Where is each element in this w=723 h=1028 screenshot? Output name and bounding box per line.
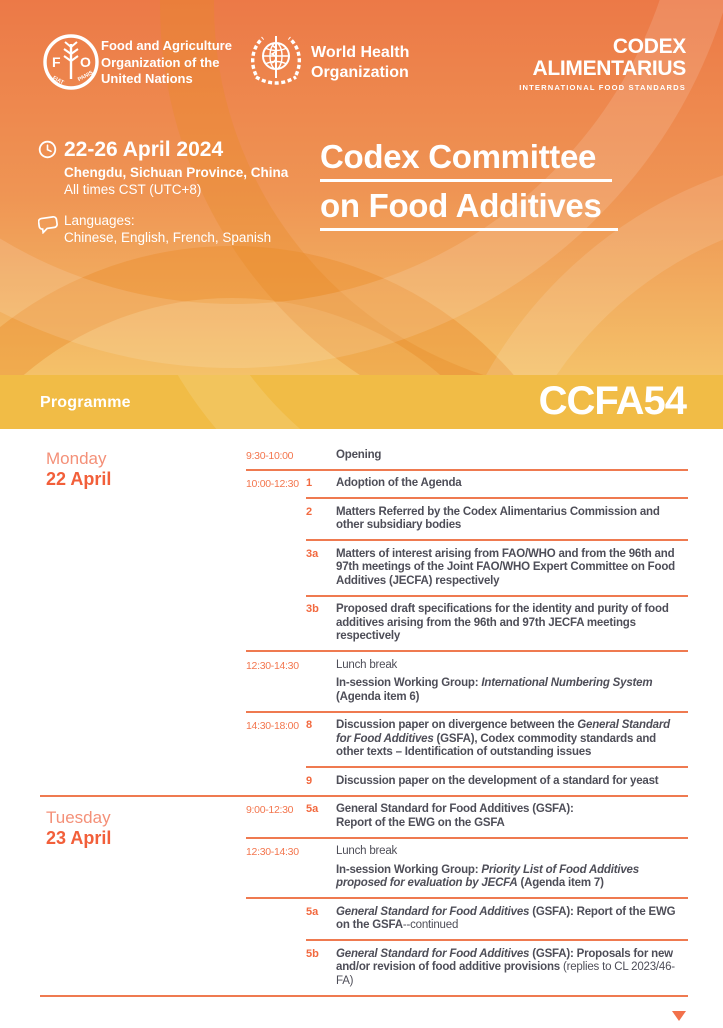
svg-text:F: F [52, 54, 61, 70]
day-name: Monday [46, 449, 107, 468]
fao-wordmark [101, 38, 232, 88]
day-label [46, 448, 216, 490]
row-description: General Standard for Food Additives (GSFA): Proposals for new and/or revision of food additive provisions (replies to CL 2023/46-FA) [336, 947, 675, 987]
row-time [246, 906, 306, 907]
clock-icon [38, 140, 57, 164]
title-line-2: on Food Additives [320, 189, 618, 231]
row-time: 14:30-18:00 [246, 720, 299, 732]
schedule-row [246, 768, 688, 795]
row-item-number: 5b [306, 947, 319, 960]
languages-label: Languages: [64, 213, 135, 228]
programme-label: Programme [40, 394, 131, 411]
title-line-1: Codex Committee [320, 140, 612, 182]
codex-line: ALIMENTARIUS [532, 57, 686, 80]
session-code: CCFA54 [538, 379, 686, 423]
who-logo-icon [247, 33, 305, 96]
schedule-row [246, 541, 688, 595]
row-description [336, 845, 688, 891]
schedule-row [246, 442, 688, 469]
decorative-arc [0, 246, 604, 375]
day-date: 22 April [46, 469, 112, 489]
schedule-row [246, 899, 688, 939]
day-label [46, 807, 216, 849]
row-description: Matters Referred by the Codex Alimentarius Commission and other subsidiary bodies [336, 505, 660, 531]
row-time: 9:30-10:00 [246, 449, 294, 462]
row-time: 9:00-12:30 [246, 804, 294, 816]
schedule-row-lunch [246, 652, 688, 711]
svg-text:PANIS: PANIS [76, 70, 95, 84]
day-section-tuesday [40, 797, 688, 995]
row-description: General Standard for Food Additives (GSFA): Report of the EWG on the GSFA--continued [336, 905, 676, 931]
row-description: Proposed draft specifications for the identity and purity of food additives arising from the 96th and 97th JECFA meetings respectively [336, 603, 669, 642]
schedule-row [246, 499, 688, 539]
fao-line: Organization of the [101, 54, 220, 70]
row-description: Adoption of the Agenda [336, 477, 462, 489]
row-description [336, 659, 688, 705]
schedule-row [246, 471, 688, 498]
row-time [246, 548, 306, 549]
down-triangle-icon [672, 1011, 686, 1021]
codex-alimentarius-logo [519, 36, 686, 92]
fao-line: Food and Agriculture [101, 38, 232, 53]
event-dates: 22-26 April 2024 [64, 138, 224, 161]
event-location: Chengdu, Sichuan Province, China [64, 165, 289, 180]
schedule [40, 429, 688, 1021]
working-group-note: In-session Working Group: International Numbering System (Agenda item 6) [336, 677, 653, 703]
languages-list: Chinese, English, French, Spanish [64, 230, 272, 245]
row-item-number: 8 [306, 719, 313, 731]
schedule-row-lunch [246, 839, 688, 898]
codex-tagline: INTERNATIONAL FOOD STANDARDS [519, 83, 686, 92]
who-line: Organization [311, 63, 409, 81]
row-time [246, 775, 306, 776]
schedule-row [246, 797, 688, 837]
row-time: 10:00-12:30 [246, 478, 299, 490]
day-name: Tuesday [46, 807, 111, 827]
row-time [246, 506, 306, 507]
row-time: 12:30-14:30 [246, 846, 299, 858]
row-item-number: 3b [306, 603, 319, 615]
row-item-number: 2 [306, 505, 313, 518]
codex-line: CODEX [612, 35, 686, 58]
who-line: World Health [311, 44, 410, 61]
row-item-number: 9 [306, 774, 313, 787]
row-description: Discussion paper on divergence between the General Standard for Food Additives (GSFA), Codex commodity standards and other texts – Identification of outstanding issues [336, 719, 670, 758]
event-timezone: All times CST (UTC+8) [64, 182, 202, 197]
row-time: 12:30-14:30 [246, 659, 299, 672]
day-date: 23 April [46, 827, 112, 848]
event-dates-block [38, 138, 288, 198]
logo-row [0, 0, 723, 110]
row-item-number: 3a [306, 547, 319, 560]
row-description: Matters of interest arising from FAO/WHO and from the 96th and 97th meetings of the Joint FAO/WHO Expert Committee on Food Additives (JECFA) respectively [336, 547, 675, 587]
working-group-note: In-session Working Group: Priority List of Food Additives proposed for evaluation by JECFA (Agenda item 7) [336, 863, 639, 889]
row-time [246, 603, 306, 604]
row-item-number: 5a [306, 803, 319, 815]
pager-row [40, 997, 688, 1021]
lunch-break-label: Lunch break [336, 658, 398, 671]
svg-text:O: O [80, 54, 91, 70]
schedule-row [246, 713, 688, 767]
fao-line: United Nations [101, 71, 193, 86]
hero-header [0, 0, 723, 375]
row-description: General Standard for Food Additives (GSFA): Report of the EWG on the GSFA [336, 803, 574, 829]
row-description: Discussion paper on the development of a standard for yeast [336, 774, 659, 787]
row-item-number: 1 [306, 477, 313, 489]
speech-bubble-icon [38, 214, 60, 239]
page-title [320, 140, 618, 238]
who-wordmark [311, 43, 409, 82]
schedule-row [246, 941, 688, 995]
schedule-row [246, 597, 688, 651]
row-item-number: 5a [306, 905, 319, 918]
fao-logo-icon [42, 33, 100, 96]
event-languages-block [38, 212, 288, 246]
day-section-monday [40, 442, 688, 795]
event-meta [38, 138, 288, 246]
programme-band [0, 375, 723, 429]
lunch-break-label: Lunch break [336, 845, 398, 857]
row-description: Opening [336, 448, 382, 461]
row-time [246, 948, 306, 949]
svg-text:FIAT: FIAT [51, 75, 65, 87]
